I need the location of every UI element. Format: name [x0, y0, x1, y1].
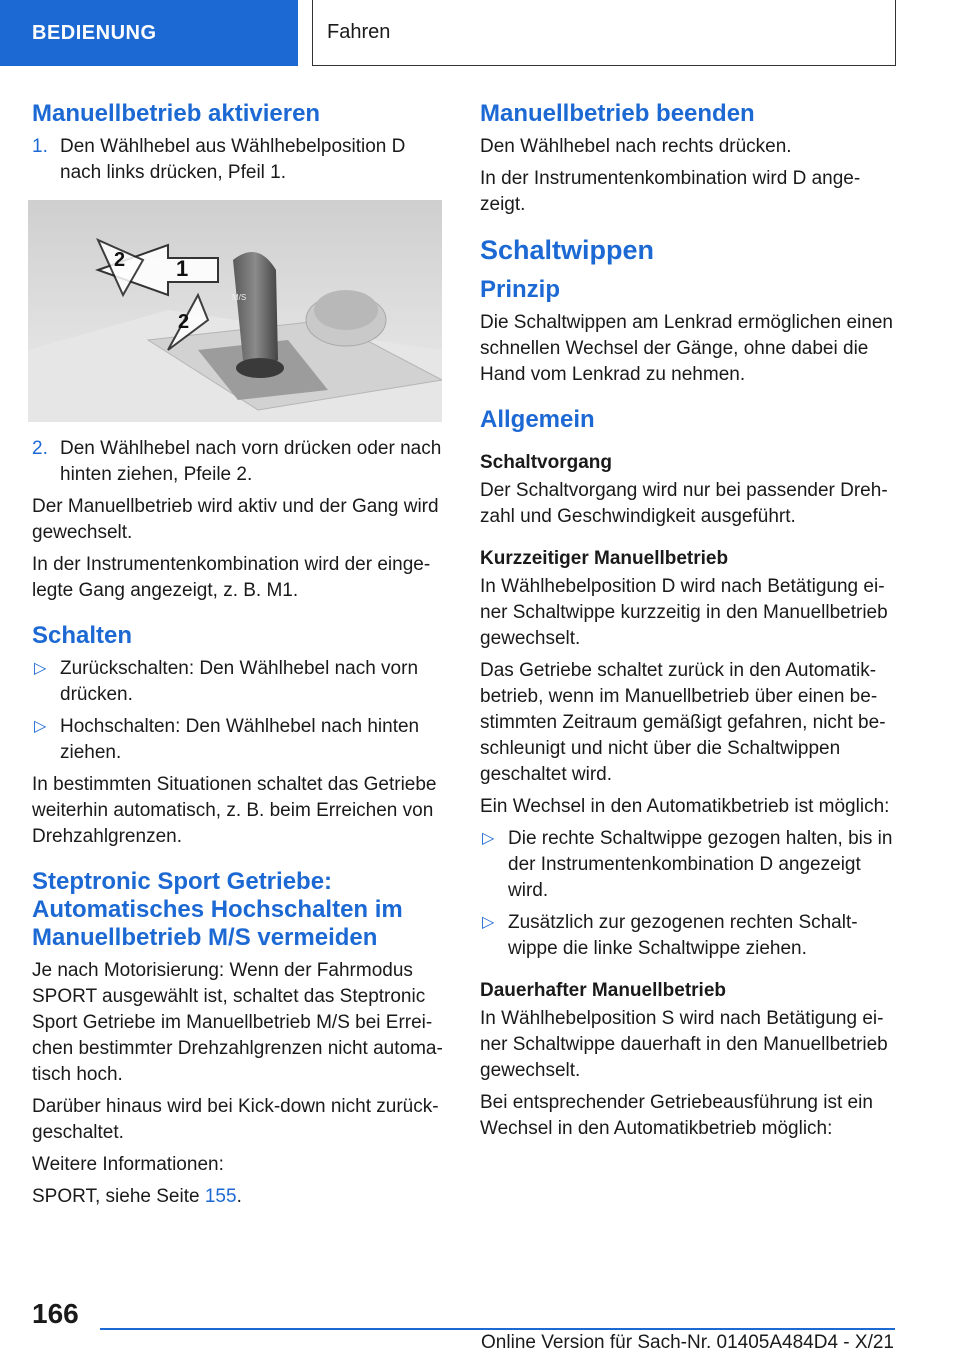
- heading-short-manual: Kurzzeitiger Manuellbetrieb: [480, 548, 729, 569]
- bullet-downshift: [32, 656, 450, 708]
- gear-selector-drawing: [28, 200, 442, 422]
- right-column: [480, 100, 898, 1148]
- heading-steptronic: Steptronic Sport Getriebe: Automatisches Hochschalten im Manuellbetrieb M/S vermeiden: [32, 868, 403, 951]
- reference-end: .: [236, 1186, 242, 1207]
- triangle-bullet-icon: ▷: [482, 914, 495, 931]
- triangle-bullet-icon: ▷: [34, 660, 47, 677]
- paragraph: Bei entsprechender Getriebeausführung ist ein Wechsel in den Automatikbetrieb möglich:: [480, 1092, 873, 1139]
- paragraph: Den Wählhebel nach rechts drücken.: [480, 136, 792, 157]
- gear-selector-illustration: [28, 200, 442, 422]
- bullet-text: Die rechte Schaltwippe gezogen halten, bis in der Instrumentenkombination D angezeigt wird.: [508, 828, 893, 901]
- bullet-hold-paddle: [480, 826, 898, 904]
- paragraph: Das Getriebe schaltet zurück in den Automatikbetrieb, wenn im Manuellbetrieb über einen bestimmten Zeitraum gemäßigt gefahren, nicht beschleunigt und nicht über die Schaltwippen geschaltet wird.: [480, 660, 886, 785]
- paragraph: Je nach Motorisierung: Wenn der Fahrmodus SPORT ausgewählt ist, schaltet das Steptronic Sport Getriebe im Manuellbetrieb M/S bei Erreichen bestimmter Drehzahlgrenzen nicht automatisch hoch.: [32, 960, 443, 1085]
- heading-process: Schaltvorgang: [480, 452, 612, 473]
- bullet-upshift: [32, 714, 450, 766]
- page-link[interactable]: 155: [204, 1186, 237, 1207]
- step-1: [32, 134, 450, 186]
- section-tab: BEDIENUNG: [0, 0, 298, 66]
- arrow-label-2-top: 2: [114, 249, 126, 271]
- online-version-note: Online Version für Sach-Nr. 01405A484D4 - X/21: [481, 1332, 894, 1353]
- paragraph: Der Manuellbetrieb wird aktiv und der Gang wird gewechselt.: [32, 496, 439, 543]
- paragraph: Ein Wechsel in den Automatikbetrieb ist möglich:: [480, 796, 890, 817]
- page-number: 166: [32, 1298, 79, 1329]
- triangle-bullet-icon: ▷: [482, 830, 495, 847]
- bullet-text: Zusätzlich zur gezogenen rechten Schaltwippe die linke Schaltwippe ziehen.: [508, 912, 858, 959]
- heading-permanent-manual: Dauerhafter Manuellbetrieb: [480, 980, 726, 1001]
- paragraph: In Wählhebelposition S wird nach Betätigung einer Schaltwippe dauerhaft in den Manuellbetrieb gewechselt.: [480, 1008, 888, 1081]
- heading-end: Manuellbetrieb beenden: [480, 100, 755, 127]
- paragraph-reference: [32, 1184, 450, 1210]
- arrow-label-1: 1: [176, 256, 189, 281]
- step-number: 2.: [32, 438, 48, 459]
- page-header: [0, 0, 960, 66]
- step-2: [32, 436, 450, 488]
- reference-text: SPORT, siehe Seite: [32, 1186, 205, 1207]
- left-column: [32, 100, 450, 1216]
- step-text: Den Wählhebel nach vorn drücken oder nach hinten ziehen, Pfeile 2.: [60, 438, 442, 485]
- heading-activate: Manuellbetrieb aktivieren: [32, 100, 321, 127]
- step-text: Den Wählhebel aus Wählhebelposition D nach links drücken, Pfeil 1.: [60, 136, 406, 183]
- triangle-bullet-icon: ▷: [34, 718, 47, 735]
- paragraph: Die Schaltwippen am Lenkrad ermöglichen einen schnellen Wechsel der Gänge, ohne dabei die Hand vom Lenkrad zu nehmen.: [480, 312, 893, 385]
- chapter-title: Fahren: [327, 21, 391, 43]
- gear-letters: M/S: [232, 293, 247, 302]
- paragraph: In der Instrumentenkombination wird der eingelegte Gang angezeigt, z. B. M1.: [32, 554, 431, 601]
- paragraph: Darüber hinaus wird bei Kick-down nicht zurückgeschaltet.: [32, 1096, 439, 1143]
- paragraph: Weitere Informationen:: [32, 1154, 224, 1175]
- heading-paddles: Schaltwippen: [480, 235, 655, 265]
- heading-shift: Schalten: [32, 622, 133, 649]
- bullet-text: Hochschalten: Den Wählhebel nach hinten ziehen.: [60, 716, 420, 763]
- heading-general: Allgemein: [480, 406, 595, 433]
- footer-divider: [100, 1328, 895, 1330]
- paragraph: In bestimmten Situationen schaltet das Getriebe weiterhin automatisch, z. B. beim Erreichen von Drehzahlgrenzen.: [32, 774, 437, 847]
- step-number: 1.: [32, 136, 48, 157]
- bullet-both-paddles: [480, 910, 898, 962]
- arrow-label-2-bottom: 2: [178, 311, 190, 333]
- heading-principle: Prinzip: [480, 276, 561, 303]
- paragraph: Der Schaltvorgang wird nur bei passender Drehzahl und Geschwindigkeit ausgeführt.: [480, 480, 888, 527]
- bullet-text: Zurückschalten: Den Wählhebel nach vorn drücken.: [60, 658, 419, 705]
- paragraph: In der Instrumentenkombination wird D angezeigt.: [480, 168, 861, 215]
- chapter-tab: [312, 0, 896, 66]
- paragraph: In Wählhebelposition D wird nach Betätigung einer Schaltwippe kurzzeitig in den Manuellbetrieb gewechselt.: [480, 576, 888, 649]
